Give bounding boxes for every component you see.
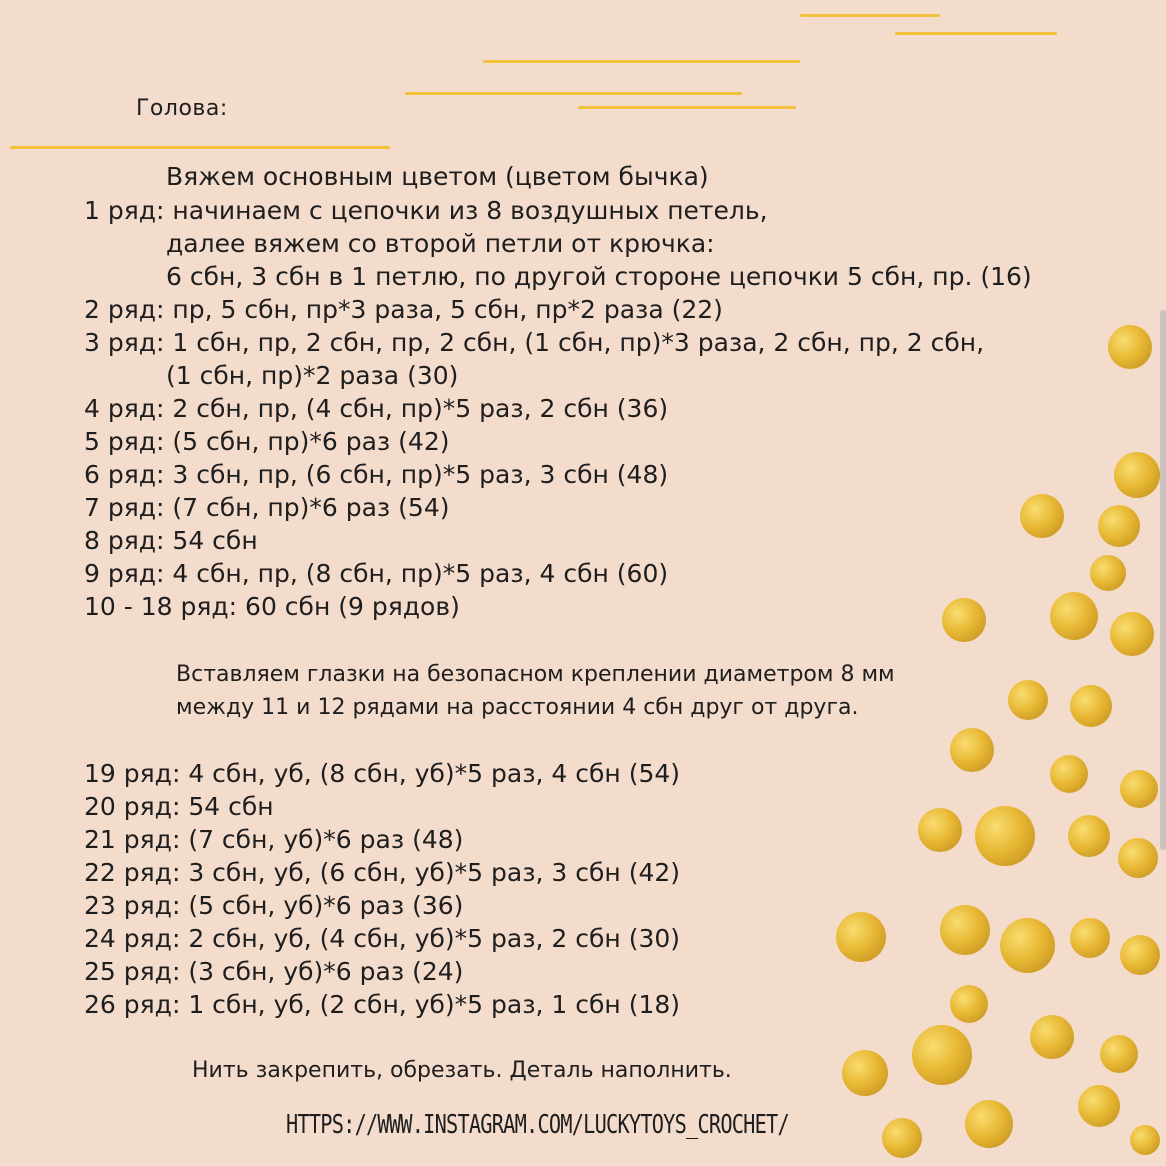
row-instruction: 1 ряд: начинаем с цепочки из 8 воздушных петель,	[84, 196, 768, 225]
gold-line-decoration	[578, 106, 796, 109]
eyes-note-line: между 11 и 12 рядами на расстоянии 4 сбн друг от друга.	[176, 695, 859, 720]
gold-line-decoration	[10, 146, 390, 149]
row-instruction: 2 ряд: пр, 5 сбн, пр*3 раза, 5 сбн, пр*2 раза (22)	[84, 295, 723, 324]
instagram-link[interactable]: HTTPS://WWW.INSTAGRAM.COM/LUCKYTOYS_CROCHET/	[286, 1110, 789, 1140]
row-instruction: 20 ряд: 54 сбн	[84, 792, 274, 821]
row-instruction: 23 ряд: (5 сбн, уб)*6 раз (36)	[84, 891, 464, 920]
scrollbar[interactable]	[1160, 310, 1166, 850]
row-instruction: 21 ряд: (7 сбн, уб)*6 раз (48)	[84, 825, 464, 854]
row-instruction: 26 ряд: 1 сбн, уб, (2 сбн, уб)*5 раз, 1 сбн (18)	[84, 990, 681, 1019]
section-title: Голова:	[136, 96, 228, 121]
row-instruction: 25 ряд: (3 сбн, уб)*6 раз (24)	[84, 957, 464, 986]
row-instruction: 22 ряд: 3 сбн, уб, (6 сбн, уб)*5 раз, 3 сбн (42)	[84, 858, 681, 887]
row-instruction: 7 ряд: (7 сбн, пр)*6 раз (54)	[84, 493, 450, 522]
row-instruction: 6 ряд: 3 сбн, пр, (6 сбн, пр)*5 раз, 3 сбн (48)	[84, 460, 669, 489]
gold-line-decoration	[800, 14, 940, 17]
row-instruction: 3 ряд: 1 сбн, пр, 2 сбн, пр, 2 сбн, (1 сбн, пр)*3 раза, 2 сбн, пр, 2 сбн,	[84, 328, 985, 357]
gold-line-decoration	[405, 92, 742, 95]
row-instruction: 10 - 18 ряд: 60 сбн (9 рядов)	[84, 592, 460, 621]
finish-note: Нить закрепить, обрезать. Деталь наполнить.	[192, 1058, 732, 1083]
row-instruction: 9 ряд: 4 сбн, пр, (8 сбн, пр)*5 раз, 4 сбн (60)	[84, 559, 669, 588]
row-instruction: 6 сбн, 3 сбн в 1 петлю, по другой стороне цепочки 5 сбн, пр. (16)	[166, 262, 1032, 291]
row-instruction: 24 ряд: 2 сбн, уб, (4 сбн, уб)*5 раз, 2 сбн (30)	[84, 924, 681, 953]
row-instruction: 4 ряд: 2 сбн, пр, (4 сбн, пр)*5 раз, 2 сбн (36)	[84, 394, 669, 423]
row-instruction: (1 сбн, пр)*2 раза (30)	[166, 361, 459, 390]
row-instruction: 8 ряд: 54 сбн	[84, 526, 258, 555]
gold-line-decoration	[483, 60, 800, 63]
row-instruction: далее вяжем со второй петли от крючка:	[166, 229, 715, 258]
row-instruction: 5 ряд: (5 сбн, пр)*6 раз (42)	[84, 427, 450, 456]
row-instruction: 19 ряд: 4 сбн, уб, (8 сбн, уб)*5 раз, 4 сбн (54)	[84, 759, 681, 788]
eyes-note-line: Вставляем глазки на безопасном креплении диаметром 8 мм	[176, 662, 895, 687]
intro-line: Вяжем основным цветом (цветом бычка)	[166, 162, 709, 191]
gold-line-decoration	[895, 32, 1057, 35]
